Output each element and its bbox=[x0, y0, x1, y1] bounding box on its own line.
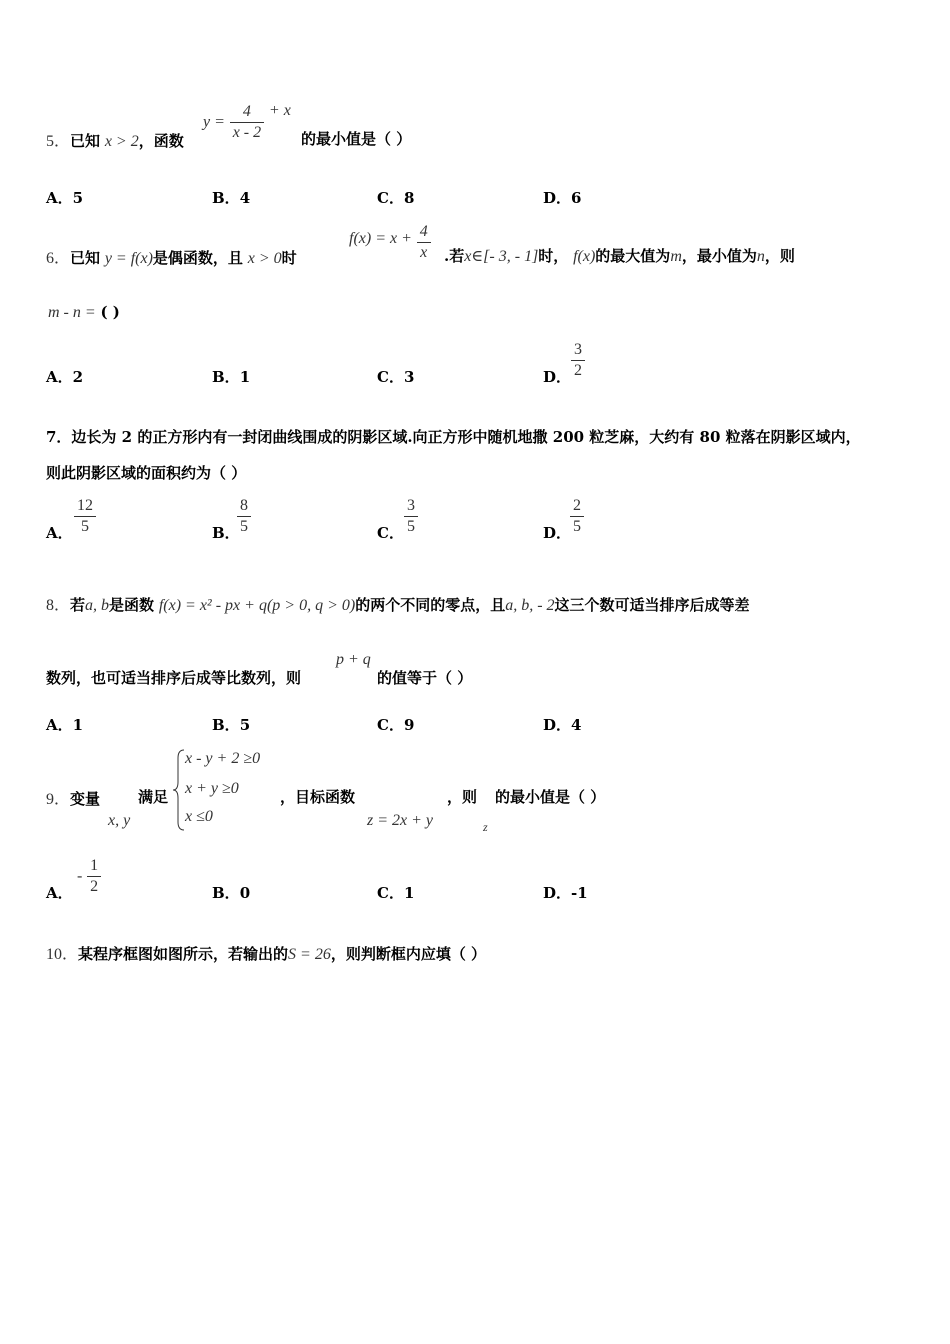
q9-objective: z = 2x + y bbox=[367, 812, 434, 829]
q7-option-b-fraction: $\frac{8}{5}$ bbox=[237, 496, 251, 537]
q6-option-d-fraction: $\frac{3}{2}$ bbox=[571, 340, 585, 381]
q9-option-b: B．0 bbox=[212, 884, 251, 902]
q7-line2: 则此阴影区域的面积约为（ ） bbox=[46, 464, 247, 482]
q9-constraint-2: x + y ≥0 bbox=[185, 780, 239, 797]
q9-xy: x, y bbox=[108, 812, 131, 829]
q7-option-a-fraction: $\frac{12}{5}$ bbox=[74, 496, 96, 537]
q6-option-a: A．2 bbox=[46, 368, 84, 386]
q7-option-b-label: B． bbox=[212, 524, 240, 542]
q5-option-a: A．5 bbox=[46, 189, 84, 207]
q9-option-c: C．1 bbox=[377, 884, 415, 902]
q9-lead: 9．变量 bbox=[46, 790, 101, 808]
q5-condition: x > 2 bbox=[104, 133, 139, 150]
q8-line1: 8．若a, b是函数 f(x) = x² - px + q(p > 0, q > 0)的两个不同的零点，且a, b, - 2这三个数可适当排序后成等差 bbox=[46, 596, 750, 614]
q8-option-b: B．5 bbox=[212, 716, 251, 734]
q8-number: 8． bbox=[46, 597, 71, 614]
q5-line: 5．已知 x > 2，函数 bbox=[46, 132, 184, 150]
q7-option-c-fraction: $\frac{3}{5}$ bbox=[404, 496, 418, 537]
q9-z: z bbox=[483, 820, 488, 834]
q6-option-c: C．3 bbox=[377, 368, 415, 386]
q6-option-b: B．1 bbox=[212, 368, 251, 386]
q7-option-d-fraction: $\frac{2}{5}$ bbox=[570, 496, 584, 537]
q5-option-b: B．4 bbox=[212, 189, 251, 207]
q5-tail: 的最小值是（ ） bbox=[301, 130, 412, 148]
q9-objective-text: ，目标函数 bbox=[280, 788, 356, 806]
q6-line1b: .若x∈[- 3, - 1]时， f(x)的最大值为m，最小值为n，则 bbox=[444, 247, 795, 265]
q10-number: 10． bbox=[46, 946, 79, 963]
q9-brace bbox=[172, 748, 186, 832]
q7-option-c-label: C． bbox=[377, 524, 404, 542]
q9-constraint-3: x ≤0 bbox=[185, 808, 213, 825]
q8-line2a: 数列，也可适当排序后成等比数列，则 bbox=[46, 669, 302, 687]
q6-interval: x∈[- 3, - 1] bbox=[464, 248, 539, 265]
q8-option-d: D．4 bbox=[543, 716, 582, 734]
q8-option-a: A．1 bbox=[46, 716, 84, 734]
q9-satisfy: 满足 bbox=[138, 788, 169, 806]
q9-option-d: D．-1 bbox=[543, 884, 588, 902]
q9-number: 9． bbox=[46, 791, 71, 808]
q5-option-c: C．8 bbox=[377, 189, 415, 207]
q5-number: 5． bbox=[46, 133, 71, 150]
q6-line2: m - n = ( ) bbox=[48, 303, 120, 321]
q5-fraction: $\frac{4}{x - 2}$ bbox=[230, 102, 264, 143]
q9-option-a-label: A． bbox=[46, 884, 73, 902]
q5-option-d: D．6 bbox=[543, 189, 582, 207]
q9-option-a-fraction: - $\frac{1}{2}$ bbox=[77, 856, 101, 897]
q6-definition: f(x) = x + $\frac{4}{x}$ bbox=[349, 222, 431, 263]
q8-function: f(x) = x² - px + q(p > 0, q > 0) bbox=[158, 597, 356, 614]
q6-fn: y = f(x) bbox=[104, 250, 153, 267]
q9-constraint-1: x - y + 2 ≥0 bbox=[185, 750, 261, 767]
q8-line2b: 的值等于（ ） bbox=[377, 669, 473, 687]
q10-line: 10．某程序框图如图所示，若输出的S = 26，则判断框内应填（ ） bbox=[46, 945, 487, 963]
q5-function: y = $\frac{4}{x - 2}$ + x bbox=[203, 102, 291, 141]
q7-option-a-label: A． bbox=[46, 524, 73, 542]
q7-line1: 7．边长为 2 的正方形内有一封闭曲线围成的阴影区域.向正方形中随机地撒 200 粒芝麻，大约有 80 粒落在阴影区域内， bbox=[46, 428, 861, 446]
q6-number: 6． bbox=[46, 250, 71, 267]
q7-option-d-label: D． bbox=[543, 524, 572, 542]
q8-option-c: C．9 bbox=[377, 716, 415, 734]
q6-line1: 6．已知 y = f(x)是偶函数，且 x > 0时 bbox=[46, 249, 297, 267]
q6-option-d-label: D． bbox=[543, 368, 572, 386]
q8-pq: p + q bbox=[336, 651, 371, 668]
q10-s: S = 26 bbox=[288, 946, 331, 963]
